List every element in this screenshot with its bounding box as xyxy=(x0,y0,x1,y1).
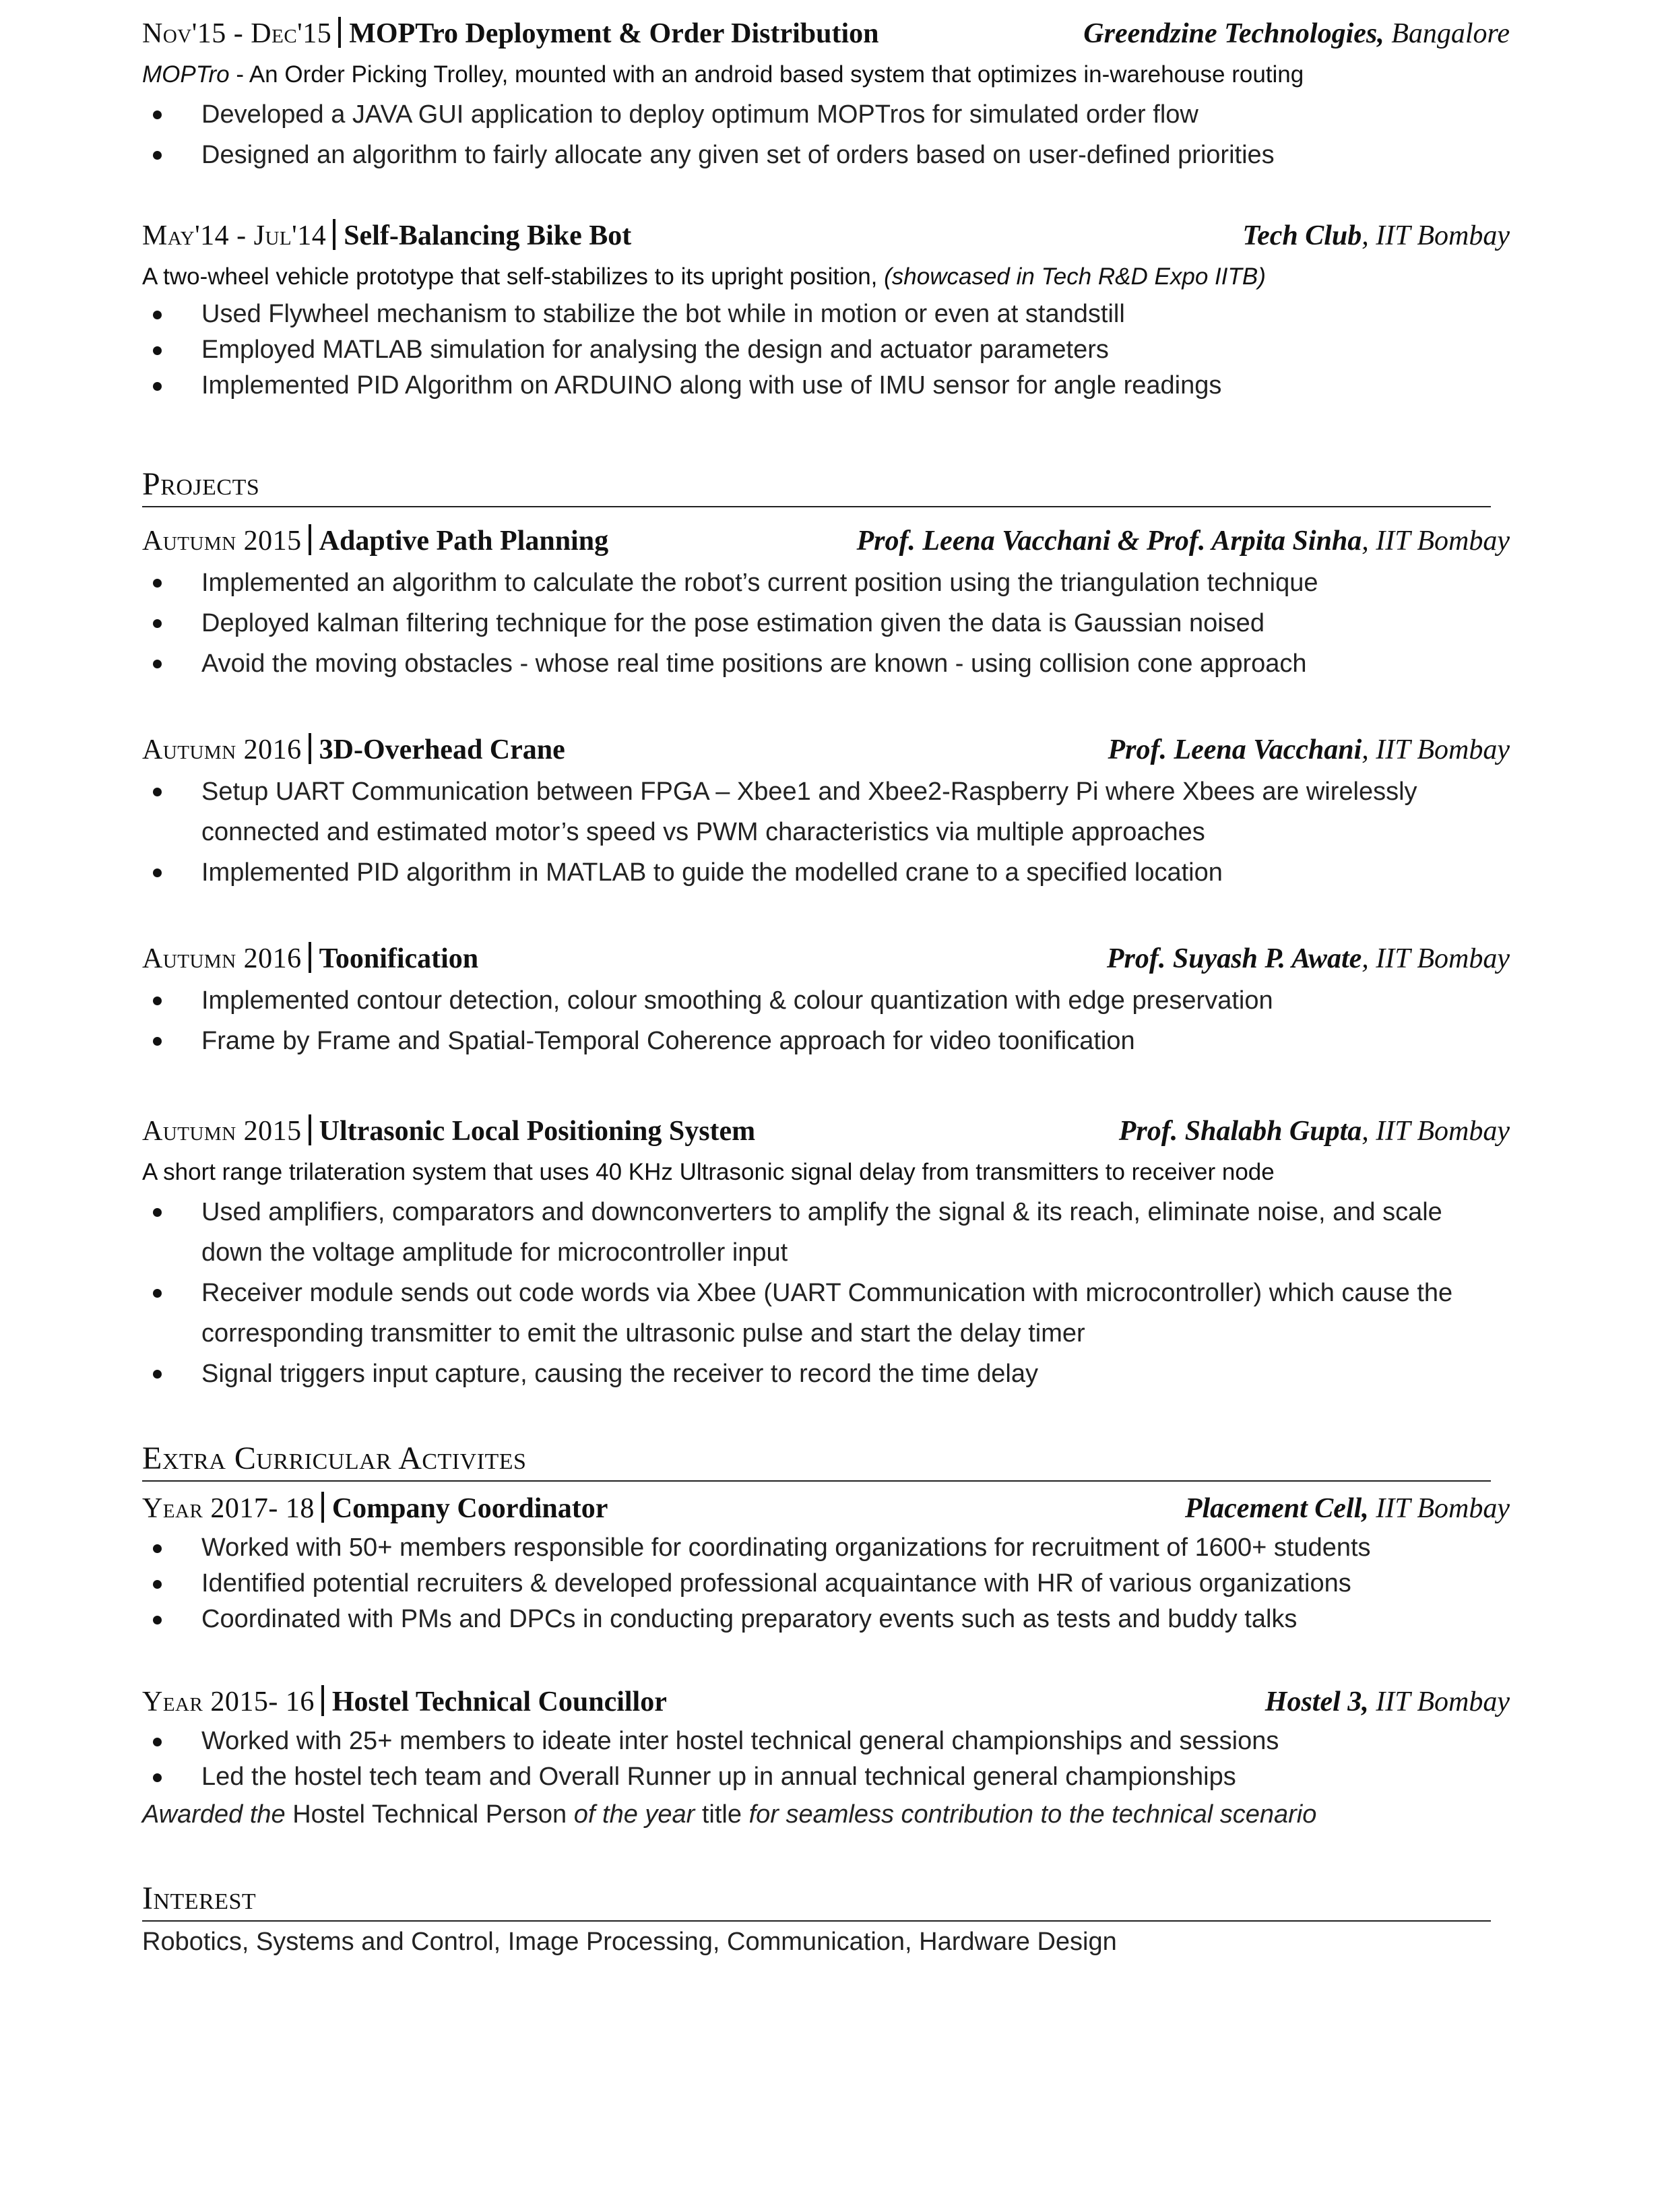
entry-description: A two-wheel vehicle prototype that self-stabilizes to its upright position, (showcased in Tech R&D Expo IITB) xyxy=(142,263,1266,290)
bullet-icon xyxy=(153,1580,162,1589)
entry-organization: Hostel 3, IIT Bombay xyxy=(1265,1686,1510,1717)
bullet-icon xyxy=(153,619,162,628)
entry-bullets xyxy=(142,296,1510,404)
bullet-item: Used amplifiers, comparators and downconverters to amplify the signal & its reach, eliminate noise, and scale down the voltage amplitude for microcontroller input xyxy=(142,1192,1510,1273)
bullet-item: Used Flywheel mechanism to stabilize the bot while in motion or even at standstill xyxy=(142,296,1510,332)
entry-separator xyxy=(309,1114,311,1145)
entry-organization: Prof. Leena Vacchani, IIT Bombay xyxy=(1108,734,1510,765)
bullet-item: Worked with 50+ members responsible for coordinating organizations for recruitment of 1600+ students xyxy=(142,1530,1510,1566)
resume-page xyxy=(142,12,1510,1962)
bullet-icon xyxy=(153,311,162,319)
bullet-item: Developed a JAVA GUI application to deploy optimum MOPTros for simulated order flow xyxy=(142,94,1510,135)
entry-title: 3D-Overhead Crane xyxy=(319,734,565,765)
bullet-icon xyxy=(153,788,162,796)
project-entry xyxy=(142,1110,1510,1394)
entry-date: Nov'15 - Dec'15 xyxy=(142,18,332,49)
entry-header xyxy=(142,1110,1510,1153)
entry-organization: Prof. Leena Vacchani & Prof. Arpita Sinha, IIT Bombay xyxy=(856,526,1510,557)
entry-separator xyxy=(309,733,311,764)
project-entry xyxy=(142,937,1510,1061)
entry-header xyxy=(142,12,1510,55)
bullet-icon xyxy=(153,1544,162,1553)
entry-header xyxy=(142,214,1510,257)
bullet-icon xyxy=(153,151,162,160)
activity-entry xyxy=(142,1487,1510,1637)
bullet-item: Deployed kalman filtering technique for the pose estimation given the data is Gaussian noised xyxy=(142,603,1510,643)
bullet-item: Signal triggers input capture, causing the receiver to record the time delay xyxy=(142,1354,1510,1394)
bullet-item: Worked with 25+ members to ideate inter hostel technical general championships and sessions xyxy=(142,1724,1510,1759)
entry-date: Autumn 2015 xyxy=(142,1116,302,1147)
entry-title: Self-Balancing Bike Bot xyxy=(344,220,632,251)
entry-date: Year 2017- 18 xyxy=(142,1493,315,1524)
entry-separator xyxy=(338,17,341,48)
entry-separator xyxy=(321,1492,324,1523)
entry-separator xyxy=(309,942,311,973)
entry-bullets xyxy=(142,1192,1510,1394)
entry-bullets xyxy=(142,980,1510,1061)
bullet-icon xyxy=(153,579,162,588)
entry-header xyxy=(142,519,1510,563)
entry-title: Ultrasonic Local Positioning System xyxy=(319,1116,756,1147)
entry-separator xyxy=(321,1685,324,1716)
entry-bullets xyxy=(142,94,1510,175)
project-entry xyxy=(142,728,1510,893)
entry-description: MOPTro - An Order Picking Trolley, mounted with an android based system that optimizes in-warehouse routing xyxy=(142,61,1304,88)
bullet-icon xyxy=(153,382,162,391)
bullet-item: Employed MATLAB simulation for analysing the design and actuator parameters xyxy=(142,332,1510,368)
entry-bullets xyxy=(142,1530,1510,1637)
bullet-item: Led the hostel tech team and Overall Runner up in annual technical general championships xyxy=(142,1759,1510,1795)
bullet-icon xyxy=(153,110,162,119)
entry-bullets xyxy=(142,563,1510,684)
activity-entry xyxy=(142,1680,1510,1834)
entry-title: Toonification xyxy=(319,943,479,974)
bullet-icon xyxy=(153,346,162,355)
bullet-item: Frame by Frame and Spatial-Temporal Coherence approach for video toonification xyxy=(142,1021,1510,1061)
interest-text: Robotics, Systems and Control, Image Processing, Communication, Hardware Design xyxy=(142,1928,1117,1956)
entry-organization: Placement Cell, IIT Bombay xyxy=(1184,1493,1510,1524)
entry-bullets xyxy=(142,1724,1510,1795)
entry-date: May'14 - Jul'14 xyxy=(142,220,327,251)
entry-title: Company Coordinator xyxy=(331,1493,608,1524)
entry-title: Adaptive Path Planning xyxy=(319,526,609,557)
entry-date: Autumn 2016 xyxy=(142,734,302,765)
bullet-icon xyxy=(153,1616,162,1624)
entry-organization: Prof. Suyash P. Awate, IIT Bombay xyxy=(1106,943,1510,974)
entry-header xyxy=(142,728,1510,771)
experience-entry xyxy=(142,214,1510,404)
entry-date: Year 2015- 16 xyxy=(142,1686,315,1717)
bullet-item: Setup UART Communication between FPGA – Xbee1 and Xbee2-Raspberry Pi where Xbees are wirelessly connected and estimated motor’s speed vs PWM characteristics via multiple approaches xyxy=(142,771,1510,852)
bullet-icon xyxy=(153,660,162,668)
entry-bullets xyxy=(142,771,1510,893)
entry-header xyxy=(142,937,1510,980)
bullet-item: Implemented PID Algorithm on ARDUINO along with use of IMU sensor for angle readings xyxy=(142,368,1510,404)
entry-date: Autumn 2016 xyxy=(142,943,302,974)
entry-title: MOPTro Deployment & Order Distribution xyxy=(349,18,879,49)
bullet-item: Implemented contour detection, colour smoothing & colour quantization with edge preservation xyxy=(142,980,1510,1021)
bullet-icon xyxy=(153,1370,162,1379)
bullet-item: Receiver module sends out code words via Xbee (UART Communication with microcontroller) which cause the corresponding transmitter to emit the ultrasonic pulse and start the delay timer xyxy=(142,1273,1510,1354)
bullet-item: Identified potential recruiters & developed professional acquaintance with HR of various organizations xyxy=(142,1566,1510,1602)
entry-description: A short range trilateration system that uses 40 KHz Ultrasonic signal delay from transmitters to receiver node xyxy=(142,1159,1275,1185)
bullet-icon xyxy=(153,868,162,877)
entry-date: Autumn 2015 xyxy=(142,526,302,557)
section-title-projects: Projects xyxy=(142,463,1491,507)
bullet-icon xyxy=(153,1289,162,1298)
section-title-extra-curricular: Extra Curricular Activites xyxy=(142,1437,1491,1482)
entry-header xyxy=(142,1680,1510,1724)
bullet-item: Implemented PID algorithm in MATLAB to guide the modelled crane to a specified location xyxy=(142,852,1510,893)
bullet-item: Coordinated with PMs and DPCs in conducting preparatory events such as tests and buddy talks xyxy=(142,1602,1510,1637)
bullet-icon xyxy=(153,997,162,1005)
entry-separator xyxy=(333,219,335,250)
bullet-icon xyxy=(153,1037,162,1046)
bullet-item: Avoid the moving obstacles - whose real time positions are known - using collision cone approach xyxy=(142,643,1510,684)
entry-header xyxy=(142,1487,1510,1530)
entry-organization: Tech Club, IIT Bombay xyxy=(1242,220,1510,251)
bullet-icon xyxy=(153,1208,162,1217)
entry-organization: Greendzine Technologies, Bangalore xyxy=(1083,18,1510,49)
bullet-icon xyxy=(153,1738,162,1746)
experience-entry xyxy=(142,12,1510,175)
entry-title: Hostel Technical Councillor xyxy=(331,1686,667,1717)
section-title-interest: Interest xyxy=(142,1877,1491,1922)
entry-separator xyxy=(309,524,311,555)
bullet-item: Implemented an algorithm to calculate the robot’s current position using the triangulation technique xyxy=(142,563,1510,603)
bullet-icon xyxy=(153,1773,162,1782)
bullet-item: Designed an algorithm to fairly allocate any given set of orders based on user-defined priorities xyxy=(142,135,1510,175)
award-note: Awarded the Hostel Technical Person of the year title for seamless contribution to the technical scenario xyxy=(142,1800,1317,1829)
project-entry xyxy=(142,519,1510,684)
entry-organization: Prof. Shalabh Gupta, IIT Bombay xyxy=(1118,1116,1510,1147)
